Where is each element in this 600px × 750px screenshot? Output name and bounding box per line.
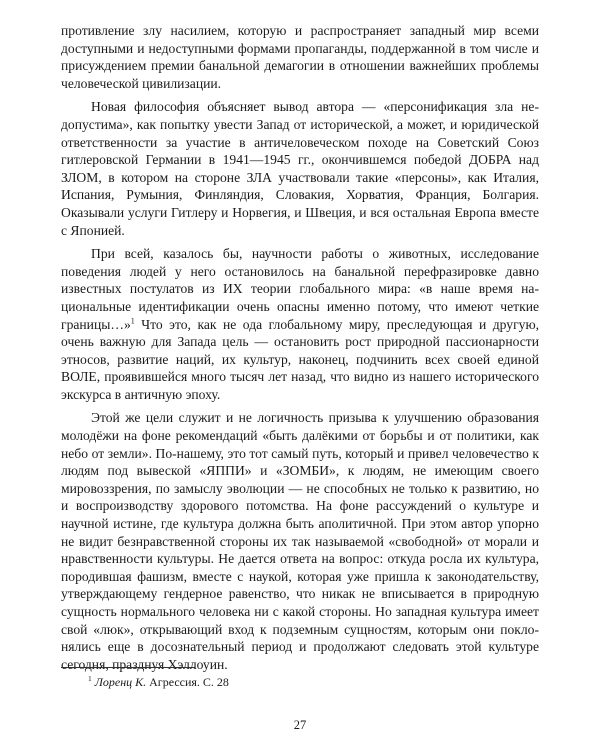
paragraph-4: Этой же цели служит и не логичность призыва к улучшению образования молодёжи на фоне рекомендаций «быть далёкими от борьбы и от политики, как небо от земли». По-нашему, это тот самый путь, который и привел человечество к людям под вывеской «ЯППИ» и «ЗОМБИ», к людям, не имеющим своего мировоззрения, по замыслу эволюции — не способных не только к развитию, но и воспроизводству здорового потомства. На фоне рассуждений о культуре и научной истине, где культура должна быть аполитичной. При этом автор упорно не видит безнравственной стороны их так называемой «свободной» от морали и нравственности культуры. Не дается ответа на вопрос: откуда росла их культура, породившая фашизм, вместе с наукой, которая уже пришла к законодательству, утверждающему гендерное равенство, что никак не вписывается в природную сущность нормального человека ни с какой стороны. Но западная культура имеет свой «люк», открывающий вход к подземным сущностям, которым они поклонялись еще в досознательный период и продолжают следовать этой культуре сегодня, празднуя Хэллоуин. xyxy=(61,410,539,672)
footnote-author: Лоренц К. xyxy=(94,675,147,689)
page-number: 27 xyxy=(293,718,307,732)
footnote-reference: 1 xyxy=(130,315,135,325)
paragraph-3 xyxy=(61,245,539,403)
footnote-mark: 1 xyxy=(88,674,92,683)
paragraph-1: противление злу насилием, которую и распространяет западный мир всеми доступными и недоступными формами пропаганды, поддержанной в том числе и присуждением премии банальной демагогии в отношении важнейших проблемы человеческой цивилизации. xyxy=(61,23,539,91)
page-body xyxy=(61,22,539,673)
paragraph-3-text-after-ref: Что это, как не ода глобальному миру, преследующая и другую, очень важную для Запада цель — остановить рост природной пассионарности этносов, развитие наций, их культур, наконец, подчинить всех своей единой ВОЛЕ, проявившейся много тысяч лет назад, что видно из нашего исторического экскурса в античную эпоху. xyxy=(61,316,539,402)
paragraph-3-text-before-ref: При всей, казалось бы, научности работы о животных, исследование поведения людей у него остановилось на банальной перефразировке давно известных постулатов из ИХ теории глобального мира: «в наше время национальные идентификации очень опасны именно потому, что имеют четкие границы…» xyxy=(61,246,539,332)
paragraph-2: Новая философия объясняет вывод автора — «персонификация зла недопустима», как попытку увести Запад от исторической, а может, и юридической ответственности за участие в античеловеческом походе на Советский Союз гитлеровской Германии в 1941—1945 гг., окончившемся победой ДОБРА над ЗЛОМ, в котором на стороне ЗЛА участвовали такие «персоны», как Италия, Испания, Румыния, Финляндия, Словакия, Хорватия, Франция, Болгария. Оказывали услуги Гитлеру и Норвегия, и Швеция, и вся остальная Европа вместе с Японией. xyxy=(61,99,539,238)
footnote-text: Агрессия. С. 28 xyxy=(146,675,229,689)
footnote xyxy=(88,675,229,689)
footnote-divider xyxy=(61,667,195,668)
